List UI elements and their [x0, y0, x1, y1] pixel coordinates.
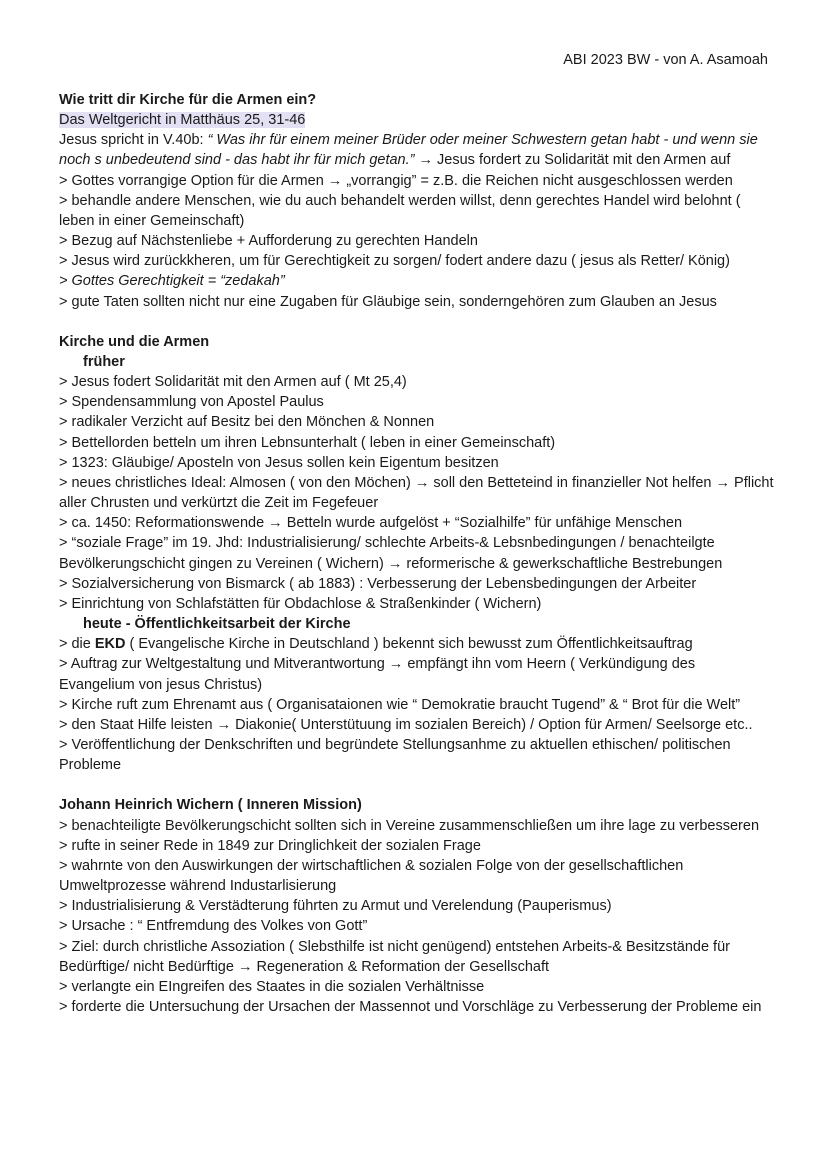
bullet-item: > Jesus wird zurückkheren, um für Gerechtigkeit zu sorgen/ fodert andere dazu ( jesus als Retter/ König) — [59, 253, 730, 270]
bullet-item: > rufte in seiner Rede in 1849 zur Dringlichkeit der sozialen Frage — [59, 837, 481, 854]
bullet-item: > Auftrag zur Weltgestaltung und Mitverantwortung → empfängt ihn vom Heern ( Verkündigung des Evangelium von jesus Christus) — [59, 656, 696, 693]
section-spacer — [59, 775, 774, 795]
bullet-item: > Industrialisierung & Verstädterung führten zu Armut und Verelendung (Pauperismus) — [59, 898, 612, 915]
jesus-intro: Jesus spricht in V.40b: — [59, 132, 208, 149]
ekd-bold: EKD — [94, 636, 126, 653]
ekd-suffix: ( Evangelische Kirche in Deutschland ) bekennt sich bewusst zum Öffentlichkeitsauftrag — [125, 636, 693, 653]
bullet-item: > radikaler Verzicht auf Besitz bei den Mönchen & Nonnen — [59, 414, 435, 431]
bullet-item: > Gottes vorrangige Option für die Armen → „vorrangig” = z.B. die Reichen nicht ausgeschlossen werden — [59, 172, 733, 189]
bullet-item: > Veröffentlichung der Denkschriften und begründete Stellungsanhme zu aktuellen ethischen/ politischen Probleme — [59, 736, 731, 774]
document-body — [59, 90, 774, 1017]
bullet-item: > verlangte ein EIngreifen des Staates in die sozialen Verhältnisse — [59, 978, 485, 995]
bullet-item: > 1323: Gläubige/ Aposteln von Jesus sollen kein Eigentum besitzen — [59, 454, 499, 471]
bullet-item: > Sozialversicherung von Bismarck ( ab 1883) : Verbesserung der Lebensbedingungen der Arbeiter — [59, 575, 697, 592]
bullet-item: > Jesus fodert Solidarität mit den Armen auf ( Mt 25,4) — [59, 374, 407, 391]
bullet-item: > Ziel: durch christliche Assoziation ( Slebsthilfe ist nicht genügend) entstehen Arbeits-& Besitzstände für Bedürftige/ nicht Bedürftige → Regeneration & Reformation der Gesellschaft — [59, 938, 730, 975]
zedakah-italic: > Gottes Gerechtigkeit = “zedakah” — [59, 273, 285, 290]
bullet-item: > Spendensammlung von Apostel Paulus — [59, 394, 324, 411]
bullet-item: > forderte die Untersuchung der Ursachen der Massennot und Vorschläge zu Verbesserung der Probleme ein — [59, 999, 762, 1015]
bullet-item — [59, 271, 774, 291]
jesus-conclusion: → Jesus fordert zu Solidarität mit den Armen auf — [414, 152, 731, 169]
bullet-item: > Bezug auf Nächstenliebe + Aufforderung zu gerechten Handeln — [59, 233, 478, 250]
jesus-quote: “ Was ihr für einem meiner Brüder oder meiner Schwestern getan habt - und wenn sie noch s unbedeutend sind - das habt ihr für mich getan.” — [59, 132, 758, 169]
bullet-item: > wahrnte von den Auswirkungen der wirtschaftlichen & sozialen Folge von der gesellschaftlichen Umweltprozesse während Industarlisierung — [59, 857, 684, 895]
author-header: ABI 2023 BW - von A. Asamoah — [563, 52, 768, 68]
bullet-item: > Einrichtung von Schlafstätten für Obdachlose & Straßenkinder ( Wichern) — [59, 595, 542, 612]
section-title-wichern: Johann Heinrich Wichern ( Inneren Mission) — [59, 797, 362, 814]
bullet-item — [59, 634, 774, 654]
bullet-item: > den Staat Hilfe leisten → Diakonie( Unterstütuung im sozialen Bereich) / Option für Armen/ Seelsorge etc.. — [59, 716, 753, 733]
section-title-kirche-und-armen: Kirche und die Armen — [59, 333, 210, 350]
bullet-item: > ca. 1450: Reformationswende → Betteln wurde aufgelöst + “Sozialhilfe” für unfähige Menschen — [59, 515, 683, 532]
bullet-item: > neues christliches Ideal: Almosen ( von den Möchen) → soll den Betteteind in finanzieller Not helfen → Pflicht aller Chrusten und verkürtzt die Zeit im Fegefeuer — [59, 474, 774, 512]
bullet-item: > behandle andere Menschen, wie du auch behandelt werden willst, denn gerechtes Handel wird belohnt ( leben in einer Gemeinschaft) — [59, 192, 741, 229]
section-spacer — [59, 312, 774, 332]
ekd-prefix: > die — [59, 636, 95, 653]
bullet-item: > Kirche ruft zum Ehrenamt aus ( Organisataionen wie “ Demokratie braucht Tugend” & “ Brot für die Welt” — [59, 696, 741, 713]
section-title-kirche-armen: Wie tritt dir Kirche für die Armen ein? — [59, 92, 317, 108]
section-subtitle — [59, 110, 774, 130]
highlighted-subtitle: Das Weltgericht in Matthäus 25, 31-46 — [59, 112, 306, 129]
bullet-item: > gute Taten sollten nicht nur eine Zugaben für Gläubige sein, sonderngehören zum Glauben an Jesus — [59, 293, 717, 310]
bullet-item: > “soziale Frage” im 19. Jhd: Industrialisierung/ schlechte Arbeits-& Lebsnbedingungen / benachteilgte Bevölkerungschicht gingen zu Vereinen ( Wichern) → reformerische & gewerkschaftliche Bestrebungen — [59, 535, 723, 572]
bullet-item: > benachteiligte Bevölkerungschicht sollten sich in Vereine zusammenschließen um ihre lage zu verbesseren — [59, 817, 760, 834]
bullet-item: > Ursache : “ Entfremdung des Volkes von Gott” — [59, 918, 368, 935]
bullet-item: > Bettellorden betteln um ihren Lebnsunterhalt ( leben in einer Gemeinschaft) — [59, 434, 556, 451]
jesus-paragraph — [59, 130, 774, 170]
subheading-heute: heute - Öffentlichkeitsarbeit der Kirche — [83, 616, 351, 633]
subheading-frueher: früher — [83, 354, 125, 371]
